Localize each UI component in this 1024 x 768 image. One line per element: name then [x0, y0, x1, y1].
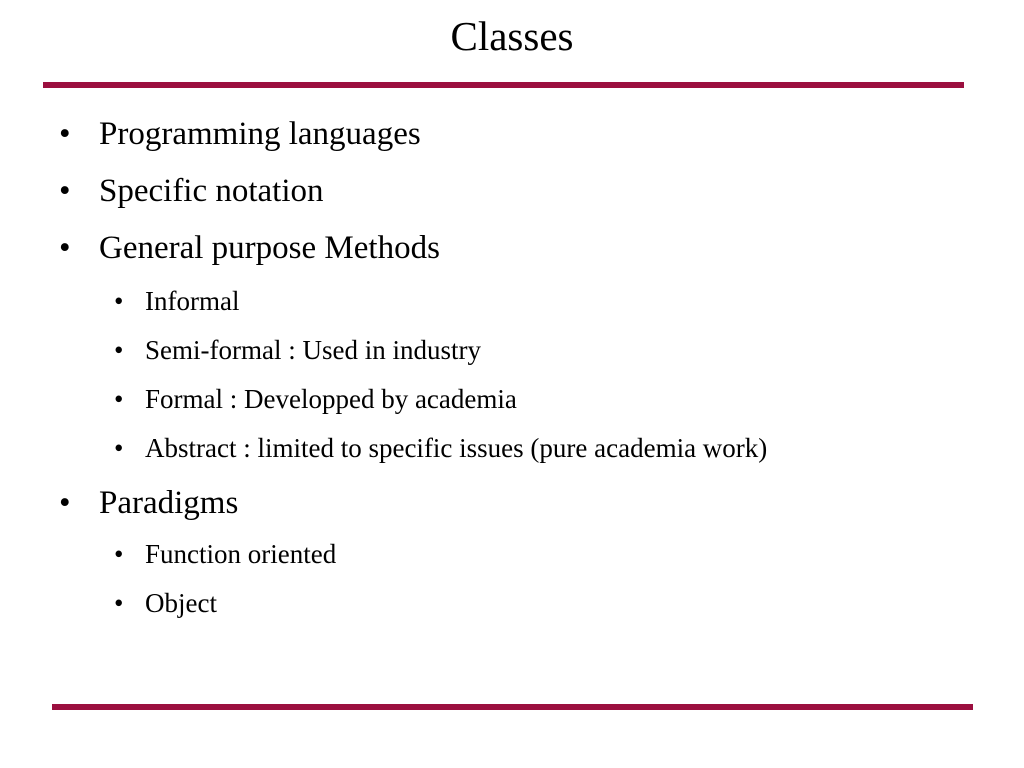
bullet-icon: • [59, 173, 71, 209]
bullet-icon: • [114, 384, 124, 414]
title-divider-line [43, 82, 964, 88]
list-item-text: Function oriented [145, 539, 337, 569]
list-item-text: Formal : Developped by academia [145, 384, 517, 414]
list-item-text: Informal [145, 286, 240, 316]
bullet-icon: • [59, 485, 71, 521]
list-item-text: Object [145, 588, 217, 618]
sub-list-item [114, 334, 481, 366]
list-item [59, 228, 440, 268]
list-item-text: Semi-formal : Used in industry [145, 335, 481, 365]
bullet-icon: • [114, 286, 124, 316]
bullet-icon: • [59, 230, 71, 266]
bullet-icon: • [59, 116, 71, 152]
list-item [59, 483, 239, 523]
sub-list-item [114, 383, 517, 415]
bullet-icon: • [114, 433, 124, 463]
bullet-icon: • [114, 588, 124, 618]
footer-divider-line [52, 704, 973, 710]
bullet-icon: • [114, 539, 124, 569]
sub-list-item [114, 538, 337, 570]
sub-list-item [114, 587, 217, 619]
slide-title: Classes [450, 13, 574, 59]
list-item-text: Paradigms [99, 485, 239, 521]
list-item-text: Specific notation [99, 173, 324, 209]
list-item-text: General purpose Methods [99, 230, 440, 266]
list-item-text: Abstract : limited to specific issues (pure academia work) [145, 433, 768, 463]
list-item-text: Programming languages [99, 116, 421, 152]
sub-list-item [114, 432, 768, 464]
sub-list-item [114, 285, 240, 317]
list-item [59, 114, 421, 154]
list-item [59, 171, 324, 211]
bullet-icon: • [114, 335, 124, 365]
